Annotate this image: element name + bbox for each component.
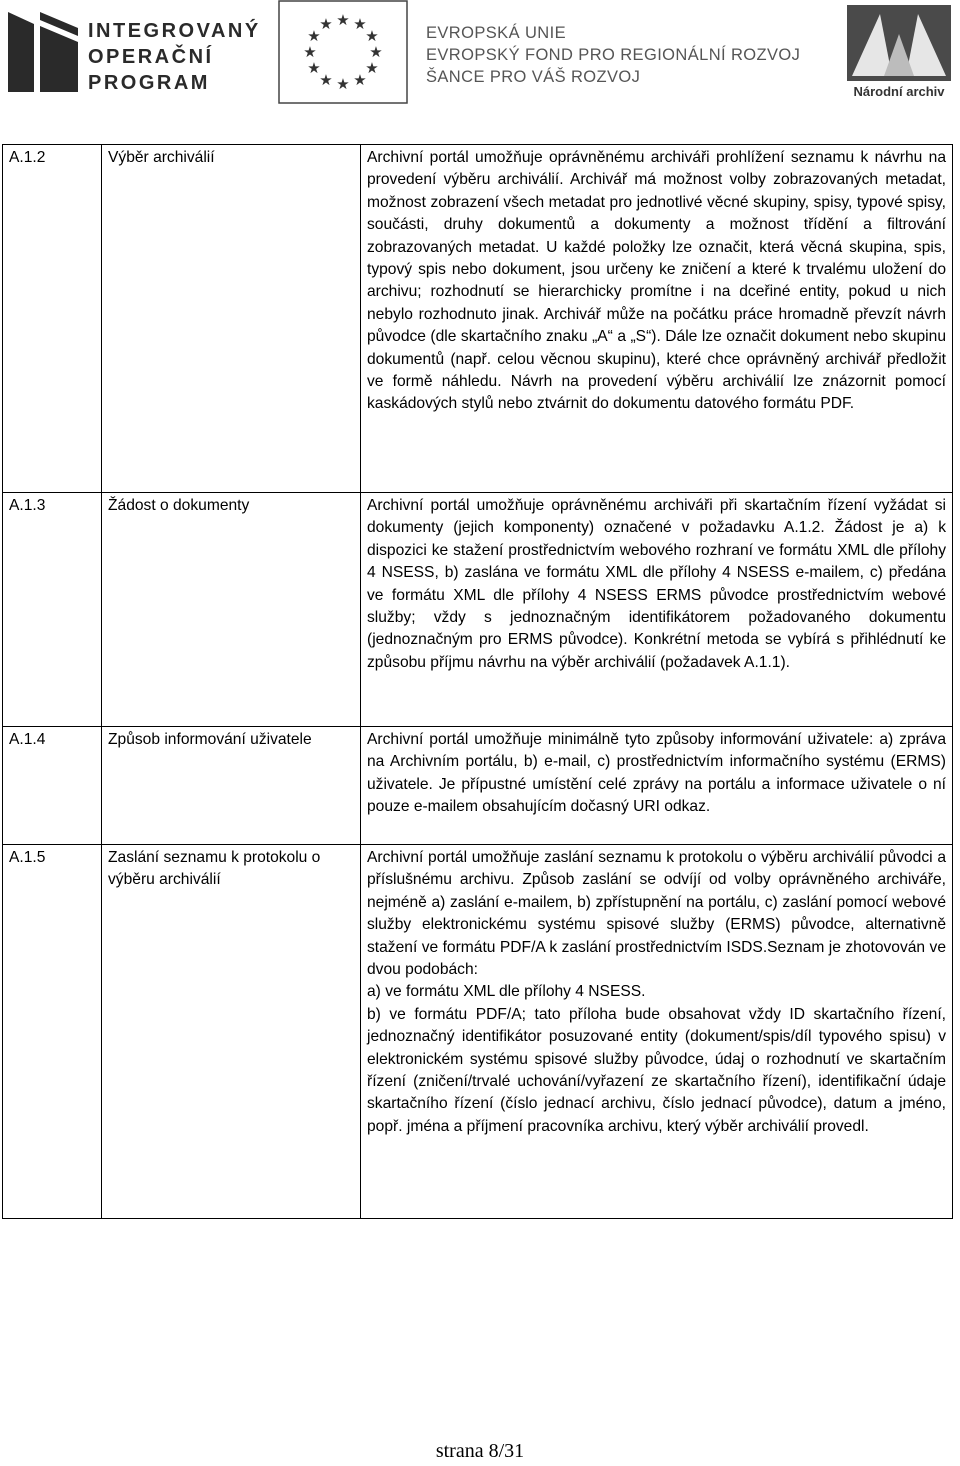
table-row	[3, 145, 953, 493]
requirement-id: A.1.5	[3, 845, 102, 1219]
svg-text:★: ★	[336, 75, 350, 93]
page-number: strana 8/31	[435, 1440, 525, 1462]
requirement-name: Způsob informování uživatele	[102, 727, 361, 845]
narodni-archiv-logo	[846, 4, 952, 104]
eu-logo-text	[426, 22, 800, 88]
eu-logo-line: EVROPSKÁ UNIE	[426, 24, 566, 42]
svg-text:★: ★	[365, 27, 379, 45]
svg-text:★: ★	[353, 15, 367, 33]
svg-text:★: ★	[369, 43, 383, 61]
iop-logo-text	[88, 18, 261, 96]
requirement-description	[361, 145, 953, 493]
page-header	[0, 0, 960, 118]
requirement-id: A.1.4	[3, 727, 102, 845]
table-row	[3, 845, 953, 1219]
iop-logo-line: INTEGROVANÝ	[88, 20, 261, 42]
svg-text:★: ★	[303, 43, 317, 61]
svg-text:★: ★	[319, 15, 333, 33]
description-paragraph: a) ve formátu XML dle přílohy 4 NSESS.	[367, 983, 646, 1001]
iop-logo-mark	[6, 12, 80, 92]
requirement-name: Zaslání seznamu k protokolu o výběru archiválií	[102, 845, 361, 1219]
narodni-archiv-label: Národní archiv	[853, 84, 945, 99]
svg-text:★: ★	[307, 27, 321, 45]
requirement-description	[361, 727, 953, 845]
svg-text:★: ★	[365, 59, 379, 77]
svg-text:★: ★	[319, 71, 333, 89]
eu-logo-line: EVROPSKÝ FOND PRO REGIONÁLNÍ ROZVOJ	[426, 46, 801, 64]
requirement-description	[361, 493, 953, 727]
iop-logo	[6, 8, 266, 98]
table-row	[3, 493, 953, 727]
iop-logo-line: OPERAČNÍ	[88, 46, 214, 68]
description-paragraph: Archivní portál umožňuje oprávněnému archiváři prohlížení seznamu k návrhu na provedení výběru archiválií. Archivář má možnost volby zobrazovaných metadat, možnost zobrazení všech metadat pro jednotlivé věcné skupiny, spisy, typové spisy, součásti, druhy dokumentů a dokumenty a možnost třídění a filtrování zobrazovaných metadat. U každé položky lze označit, která věcná skupina, spis, typový spis nebo dokument, jsou určeny ke zničení a které k trvalému uložení do archivu; rozhodnutí se hierarchicky promítne i na dceřiné entity, pokud u nich nebylo rozhodnuto jinak. Archivář může na počátku práce hromadně převzít návrh původce (dle skartačního znaku „A“ a „S“). Dále lze označit dokument nebo skupinu dokumentů (např. celou věcnou skupinu), které chce oprávněný archivář předložit ve formě náhledu. Návrh na provedení výběru archiválií lze znázornit pomocí kaskádových stylů nebo ztvárnit do dokumentu datového formátu PDF.	[367, 149, 946, 413]
eu-flag-icon	[278, 0, 408, 104]
requirement-id: A.1.2	[3, 145, 102, 493]
description-paragraph: b) ve formátu PDF/A; tato příloha bude obsahovat vždy ID skartačního řízení, jednoznačný identifikátor posuzované entity (dokument/spis/díl typového spisu) v elektronickém systému spisové služby původce, údaj o rozhodnutí ve skartačním řízení (zničení/trvalé uchování/vyřazení ze skartačního řízení), identifikační údaje skartačního řízení (číslo jednací archivu, číslo jednací původce), datum a jméno, popř. jména a příjmení pracovníka archivu, který výběr archiválií provedl.	[367, 1005, 946, 1135]
requirement-name: Žádost o dokumenty	[102, 493, 361, 727]
description-paragraph: Archivní portál umožňuje oprávněnému archiváři při skartačním řízení vyžádat si dokumenty (jejich komponenty) označené v požadavku A.1.2. Žádost je a) k dispozici ke stažení prostřednictvím webového rozhraní ve formátu XML dle přílohy 4 NSESS, b) zaslána ve formátu XML dle přílohy 4 NSESS e-mailem, c) předána ve formátu XML dle přílohy 4 NSESS ERMS původce prostřednictvím webové služby; vždy s jednoznačným identifikátorem požadovaného dokumentu (jednoznačným pro ERMS původce). Konkrétní metoda se vybírá s přihlédnutí ke způsobu příjmu návrhu na výběr archiválií (požadavek A.1.1).	[367, 497, 946, 671]
requirements-table	[2, 144, 953, 1219]
narodni-archiv-mark	[846, 4, 952, 82]
requirement-description	[361, 845, 953, 1219]
svg-text:★: ★	[307, 59, 321, 77]
svg-text:★: ★	[353, 71, 367, 89]
iop-logo-line: PROGRAM	[88, 72, 210, 94]
svg-text:★: ★	[336, 11, 350, 29]
requirement-id: A.1.3	[3, 493, 102, 727]
requirement-name: Výběr archiválií	[102, 145, 361, 493]
eu-logo-line: ŠANCE PRO VÁŠ ROZVOJ	[426, 68, 641, 86]
eu-logo	[278, 0, 838, 104]
table-row	[3, 727, 953, 845]
description-paragraph: Archivní portál umožňuje zaslání seznamu k protokolu o výběru archiválií původci a příslušnému archivu. Způsob zaslání se odvíjí od volby oprávněného archiváře, nejméně a) zaslání e-mailem, b) zpřístupnění na portálu, c) zaslání pomocí webové služby elektronickému systému spisové služby (ERMS) původce, alternativně stažení ve formátu PDF/A k zaslání prostřednictvím ISDS.Seznam je zhotovován ve dvou podobách:	[367, 849, 946, 979]
description-paragraph: Archivní portál umožňuje minimálně tyto způsoby informování uživatele: a) zpráva na Archivním portálu, b) e-mail, c) prostřednictvím informačního systému (ERMS) uživatele. Je přípustné umístění celé zprávy na portálu a informace uživatele o ní pouze e-mailem obsahujícím dočasný URI odkaz.	[367, 731, 946, 816]
